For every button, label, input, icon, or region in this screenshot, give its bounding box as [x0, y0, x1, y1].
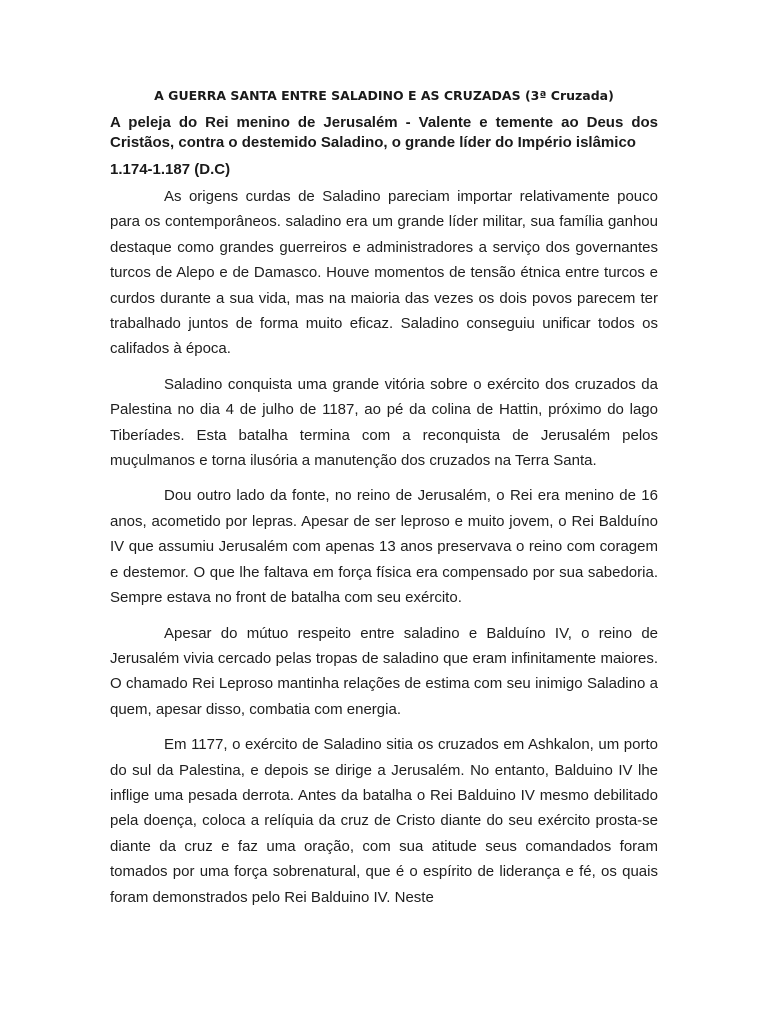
date-range: 1.174-1.187 (D.C) — [110, 161, 231, 178]
document-title: A GUERRA SANTA ENTRE SALADINO E AS CRUZADAS (3ª Cruzada) — [154, 88, 614, 103]
paragraph: Saladino conquista uma grande vitória sobre o exército dos cruzados da Palestina no dia 4 de julho de 1187, ao pé da colina de Hattin, próximo do lago Tiberíades. Esta batalha termina com a reconquista de Jerusalém pelos muçulmanos e torna ilusória a manutenção dos cruzados na Terra Santa. — [110, 375, 658, 470]
paragraph: Dou outro lado da fonte, no reino de Jerusalém, o Rei era menino de 16 anos, acometido por lepras. Apesar de ser leproso e muito jovem, o Rei Balduíno IV que assumiu Jerusalém com apenas 13 anos preservava o reino com coragem e destemor. O que lhe faltava em força física era compensado por sua sabedoria. Sempre estava no front de batalha com seu exército. — [110, 487, 658, 607]
document-body — [110, 184, 658, 920]
paragraph: Apesar do mútuo respeito entre saladino e Balduíno IV, o reino de Jerusalém vivia cercado pelas tropas de saladino que eram infinitamente maiores. O chamado Rei Leproso mantinha relações de estima com seu inimigo Saladino a quem, apesar disso, combatia com energia. — [110, 624, 658, 718]
paragraph: Em 1177, o exército de Saladino sitia os cruzados em Ashkalon, um porto do sul da Palestina, e depois se dirige a Jerusalém. No entanto, Balduino IV lhe inflige uma pesada derrota. Antes da batalha o Rei Balduino IV mesmo debilitado pela doença, coloca a relíquia da cruz de Cristo diante do seu exército prosta-se diante da cruz e faz uma oração, com sua atitude seus comandados foram tomados por uma força sobrenatural, que é o espírito de liderança e fé, os quais foram demonstrados pelo Rei Balduino IV. Neste — [110, 736, 658, 906]
document-subtitle: A peleja do Rei menino de Jerusalém - Valente e temente ao Deus dos Cristãos, contra o destemido Saladino, o grande líder do Império islâmico — [110, 114, 658, 151]
paragraph: As origens curdas de Saladino pareciam importar relativamente pouco para os contemporâneos. saladino era um grande líder militar, sua família ganhou destaque como grandes guerreiros e administradores a serviço dos governantes turcos de Alepo e de Damasco. Houve momentos de tensão étnica entre turcos e curdos durante a sua vida, mas na maioria das vezes os dois povos parecem ter trabalhado juntos de forma muito eficaz. Saladino conseguiu unificar todos os califados à época. — [110, 188, 658, 358]
